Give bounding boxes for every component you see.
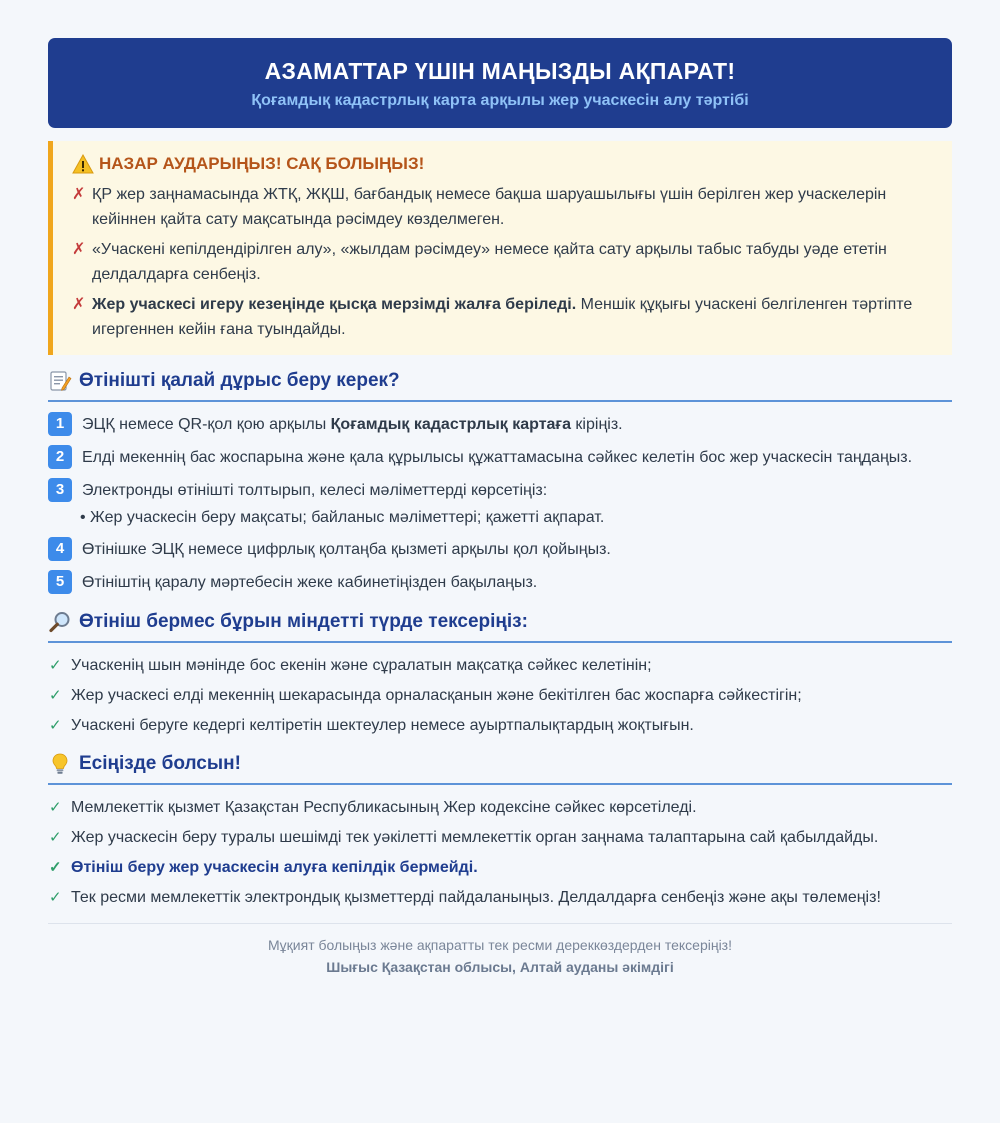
remember-item xyxy=(48,825,952,850)
remember-item-text: Тек ресми мемлекеттік электрондық қызметтерді пайдаланыңыз. Делдалдарға сенбеңіз және ақы төлемеңіз! xyxy=(71,889,881,906)
remember-item xyxy=(48,885,952,910)
warning-item-text: «Учаскені кепілдендірілген алу», «жылдам рәсімдеу» немесе қайта сату арқылы табыс табуды уәде ететін делдалдарға сенбеңіз. xyxy=(92,241,887,283)
page-title: АЗАМАТТАР ҮШІН МАҢЫЗДЫ АҚПАРАТ! xyxy=(264,58,736,84)
page-subtitle: Қоғамдық кадастрлық карта арқылы жер учаскесін алу тәртібі xyxy=(251,92,749,109)
warning-item xyxy=(72,292,932,342)
how-to-heading-text: Өтінішті қалай дұрыс беру керек? xyxy=(79,370,400,391)
how-to-heading xyxy=(48,368,952,402)
step-item xyxy=(48,411,952,438)
remember-item xyxy=(48,795,952,820)
step-text: Елді мекеннің бас жоспарына және қала құрылысы құжаттамасына сәйкес келетін бос жер учаскесін таңдаңыз. xyxy=(82,449,913,466)
warning-item xyxy=(72,237,932,287)
step-number-badge: 4 xyxy=(48,537,72,561)
steps-list xyxy=(48,411,952,596)
checkmark-icon: ✓ xyxy=(49,889,62,906)
step-text: Өтініштің қаралу мәртебесін жеке кабинетіңізден бақылаңыз. xyxy=(82,574,538,591)
checkmark-icon: ✓ xyxy=(49,829,62,846)
magnifier-icon xyxy=(48,610,72,634)
step-text: Өтінішке ЭЦҚ немесе цифрлық қолтаңба қызметі арқылы қол қойыңыз. xyxy=(82,541,611,558)
checkmark-icon: ✓ xyxy=(49,687,62,704)
remember-heading-text: Есіңізде болсын! xyxy=(79,753,241,774)
warning-item-bold: Жер учаскесі игеру кезеңінде қысқа мерзімді жалға беріледі. xyxy=(92,296,577,313)
check-item xyxy=(48,653,952,678)
step-number-badge: 5 xyxy=(48,570,72,594)
remember-item-text: Өтініш беру жер учаскесін алуға кепілдік бермейді. xyxy=(71,859,478,876)
check-list xyxy=(48,653,952,738)
step-item xyxy=(48,477,952,530)
cross-icon: ✗ xyxy=(72,296,86,313)
lightbulb-icon xyxy=(48,752,72,776)
warning-list xyxy=(72,182,932,342)
check-heading xyxy=(48,609,952,643)
step-text: кіріңіз. xyxy=(570,416,623,433)
cross-icon: ✗ xyxy=(72,241,86,258)
step-number-badge: 1 xyxy=(48,412,72,436)
step-number-badge: 3 xyxy=(48,478,72,502)
checkmark-icon: ✓ xyxy=(49,799,62,816)
cross-icon: ✗ xyxy=(72,186,86,203)
warning-box xyxy=(48,141,952,355)
warning-item xyxy=(72,182,932,232)
check-item xyxy=(48,683,952,708)
step-item xyxy=(48,444,952,471)
warning-item-text: ҚР жер заңнамасында ЖТҚ, ЖҚШ, бағбандық немесе бақша шаруашылығы үшін берілген жер учаскелерін кейіннен қайта сату мақсатында рәсімдеу көзделмеген. xyxy=(92,186,887,228)
step-sub-bullet: • Жер учаскесін беру мақсаты; байланыс мәліметтері; қажетті ақпарат. xyxy=(80,509,605,526)
check-item xyxy=(48,713,952,738)
remember-item-text: Жер учаскесін беру туралы шешімді тек уәкілетті мемлекеттік орган заңнама талаптарына сай қабылдайды. xyxy=(71,829,879,846)
checkmark-icon: ✓ xyxy=(49,657,62,674)
checkmark-icon: ✓ xyxy=(49,859,62,876)
footer-organization: Шығыс Қазақстан облысы, Алтай ауданы әкімдігі xyxy=(326,959,674,975)
check-item-text: Жер учаскесі елді мекеннің шекарасында орналасқанын және бекітілген бас жоспарға сәйкестігін; xyxy=(71,687,802,704)
warning-title xyxy=(72,153,932,175)
step-text: Электронды өтінішті толтырып, келесі мәліметтерді көрсетіңіз: xyxy=(82,482,548,499)
remember-item-text: Мемлекеттік қызмет Қазақстан Республикасының Жер кодексіне сәйкес көрсетіледі. xyxy=(71,799,697,816)
check-item-text: Учаскені беруге кедергі келтіретін шектеулер немесе ауыртпалықтардың жоқтығын. xyxy=(71,717,694,734)
header-banner xyxy=(48,38,952,128)
step-text: ЭЦҚ немесе QR-қол қою арқылы xyxy=(82,416,331,433)
check-heading-text: Өтініш бермес бұрын міндетті түрде тексеріңіз: xyxy=(79,611,528,632)
step-number-badge: 2 xyxy=(48,445,72,469)
footer xyxy=(48,923,952,978)
warning-icon xyxy=(72,154,94,174)
warning-title-text: НАЗАР АУДАРЫҢЫЗ! САҚ БОЛЫҢЫЗ! xyxy=(99,154,425,173)
step-item xyxy=(48,536,952,563)
footer-note: Мұқият болыңыз және ақпаратты тек ресми дереккөздерден тексеріңіз! xyxy=(268,937,732,953)
remember-item-highlight xyxy=(48,855,952,880)
warning-item-text: Меншік құқығы учаскені белгіленген тәртіпте игергеннен кейін ғана туындайды. xyxy=(92,296,913,338)
check-item-text: Учаскенің шын мәнінде бос екенін және сұралатын мақсатқа сәйкес келетінін; xyxy=(71,657,652,674)
remember-list xyxy=(48,795,952,910)
checkmark-icon: ✓ xyxy=(49,717,62,734)
remember-heading xyxy=(48,751,952,785)
step-text-bold: Қоғамдық кадастрлық картаға xyxy=(330,416,571,433)
memo-icon xyxy=(48,369,72,393)
step-item xyxy=(48,569,952,596)
